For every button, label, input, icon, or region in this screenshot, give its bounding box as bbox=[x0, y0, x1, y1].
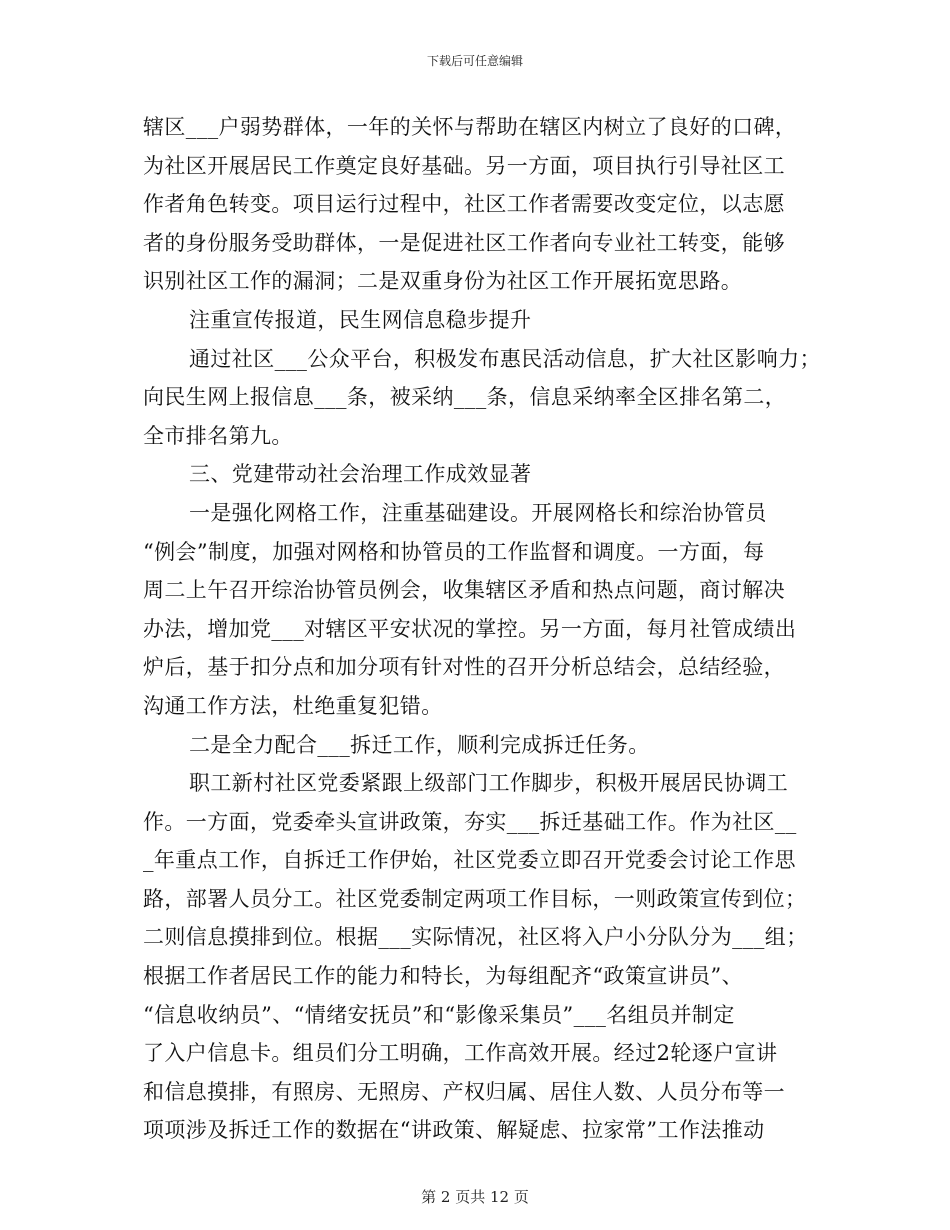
text-line: “信息收纳员”、“情绪安抚员”和“影像采集员”___名组员并制定 bbox=[143, 1002, 735, 1027]
text-line: 作者角色转变。项目运行过程中，社区工作者需要改变定位，以志愿 bbox=[143, 192, 785, 217]
document-body bbox=[143, 108, 821, 1150]
text-line: 作。一方面，党委牵头宣讲政策，夯实___拆迁基础工作。作为社区__ bbox=[143, 809, 797, 834]
text-line: 项项涉及拆迁工作的数据在“讲政策、解疑虑、拉家常”工作法推动 bbox=[143, 1118, 765, 1143]
text-line: 二是全力配合___拆迁工作，顺利完成拆迁任务。 bbox=[189, 732, 650, 757]
text-line: 通过社区___公众平台，积极发布惠民活动信息，扩大社区影响力； bbox=[189, 346, 821, 371]
text-line: 者的身份服务受助群体，一是促进社区工作者向专业社工转变，能够 bbox=[143, 230, 785, 255]
text-line: 了入户信息卡。组员们分工明确，工作高效开展。经过2轮逐户宣讲 bbox=[143, 1041, 778, 1066]
text-line: 和信息摸排，有照房、无照房、产权归属、居住人数、人员分布等一 bbox=[143, 1079, 785, 1104]
text-line: 路，部署人员分工。社区党委制定两项工作目标，一则政策宣传到位； bbox=[143, 886, 807, 911]
text-line: 识别社区工作的漏洞；二是双重身份为社区工作开展拓宽思路。 bbox=[143, 269, 743, 294]
page-header: 下载后可任意编辑 bbox=[426, 54, 523, 68]
text-line: 一是强化网格工作，注重基础建设。开展网格长和综治协管员 bbox=[189, 500, 767, 525]
text-line: 二则信息摸排到位。根据___实际情况，社区将入户小分队分为___组； bbox=[143, 925, 808, 950]
page-footer: 第 2 页共 12 页 bbox=[421, 1188, 529, 1206]
text-line: 根据工作者居民工作的能力和特长，为每组配齐“政策宣讲员”、 bbox=[143, 964, 744, 989]
text-line: 为社区开展居民工作奠定良好基础。另一方面，项目执行引导社区工 bbox=[143, 153, 785, 178]
text-line: _年重点工作，自拆迁工作伊始，社区党委立即召开党委会讨论工作思 bbox=[143, 848, 796, 873]
text-line: 周二上午召开综治协管员例会，收集辖区矛盾和热点问题，商讨解决 bbox=[143, 578, 785, 603]
text-line: 沟通工作方法，杜绝重复犯错。 bbox=[143, 693, 443, 718]
text-line: 办法，增加党___对辖区平安状况的掌控。另一方面，每月社管成绩出 bbox=[143, 616, 797, 641]
text-line: 辖区___户弱势群体，一年的关怀与帮助在辖区内树立了良好的口碑， bbox=[143, 115, 797, 139]
text-line: 向民生网上报信息___条，被采纳___条，信息采纳率全区排名第二， bbox=[143, 385, 787, 410]
text-line: “例会”制度，加强对网格和协管员的工作监督和调度。一方面，每 bbox=[143, 539, 765, 564]
text-line: 炉后，基于扣分点和加分项有针对性的召开分析总结会，总结经验， bbox=[143, 655, 785, 680]
text-line: 注重宣传报道，民生网信息稳步提升 bbox=[189, 307, 532, 332]
text-line: 全市排名第九。 bbox=[143, 423, 293, 448]
text-line: 职工新村社区党委紧跟上级部门工作脚步，积极开展居民协调工 bbox=[189, 771, 789, 796]
text-line: 三、党建带动社会治理工作成效显著 bbox=[189, 462, 532, 487]
